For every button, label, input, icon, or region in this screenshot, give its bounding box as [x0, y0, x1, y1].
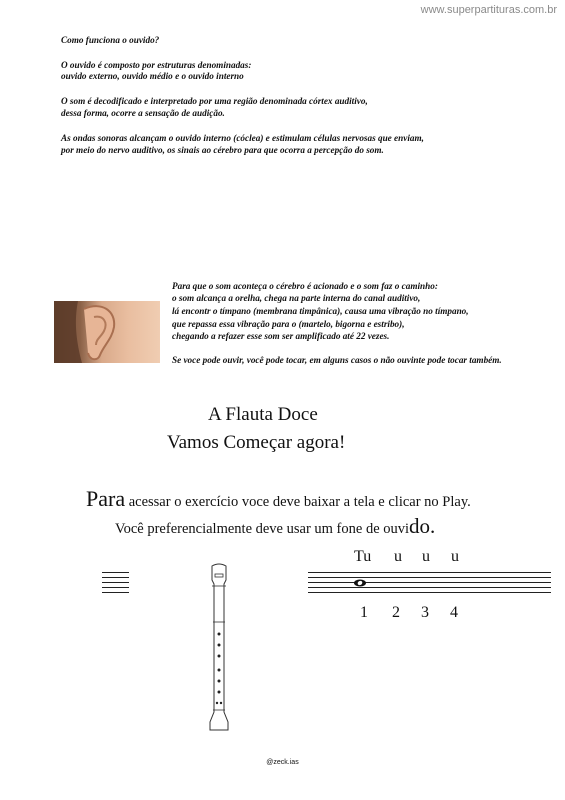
- instructions-line2-big: do.: [409, 514, 436, 538]
- instructions-line1: [86, 486, 471, 512]
- count-2: 2: [392, 604, 400, 621]
- path-line4: que repassa essa vibração para o (martelo, bigorna e estribo),: [172, 319, 405, 329]
- count-4: 4: [450, 604, 458, 621]
- syllable-2: u: [394, 548, 402, 565]
- ear-photo: [54, 301, 160, 363]
- whole-note: [353, 579, 367, 587]
- intro-p2-line1: O som é decodificado e interpretado por uma região denominada córtex auditivo,: [61, 96, 368, 106]
- intro-p3-line1: As ondas sonoras alcançam o ouvido interno (cóclea) e estimulam células nervosas que enviam,: [61, 133, 424, 143]
- instructions-line2-start: Você preferencialmente deve usar um fone de ouvi: [115, 521, 410, 537]
- exercise-staff: [308, 572, 551, 596]
- syllable-3: u: [422, 548, 430, 565]
- instructions-line1-big: Para: [86, 486, 126, 511]
- path-line2: o som alcança a orelha, chega na parte interna do canal auditivo,: [172, 293, 421, 303]
- syllable-4: u: [451, 548, 459, 565]
- footer-credit: @zeck.ias: [266, 759, 299, 766]
- count-1: 1: [360, 604, 368, 621]
- path-line3: lá encontr o tímpano (membrana timpânica), causa uma vibração no tímpano,: [172, 306, 469, 316]
- title-line2: Vamos Começar agora!: [167, 432, 346, 453]
- path-line6: Se voce pode ouvir, você pode tocar, em alguns casos o não ouvinte pode tocar também.: [172, 355, 502, 365]
- recorder-icon: [204, 562, 234, 734]
- path-line1: Para que o som aconteça o cérebro é acionado e o som faz o caminho:: [172, 281, 438, 291]
- intro-heading: Como funciona o ouvido?: [61, 35, 160, 45]
- count-3: 3: [421, 604, 429, 621]
- title-line1: A Flauta Doce: [208, 404, 318, 425]
- instructions-line2: [115, 514, 435, 539]
- instructions-line1-rest: acessar o exercício voce deve baixar a tela e clicar no Play.: [125, 494, 471, 510]
- recorder-illustration: [204, 562, 234, 734]
- intro-p1-line1: O ouvido é composto por estruturas denominadas:: [61, 60, 252, 70]
- syllable-1: Tu: [354, 548, 372, 565]
- intro-p2-line2: dessa forma, ocorre a sensação de audição.: [61, 108, 225, 118]
- intro-p1-line2: ouvido externo, ouvido médio e o ouvido interno: [61, 71, 244, 81]
- intro-p3-line2: por meio do nervo auditivo, os sinais ao cérebro para que ocorra a percepção do som.: [61, 145, 384, 155]
- left-staff: [102, 572, 129, 596]
- site-watermark: www.superpartituras.com.br: [420, 4, 557, 16]
- path-line5: chegando a refazer esse som ser amplificado até 22 vezes.: [172, 331, 390, 341]
